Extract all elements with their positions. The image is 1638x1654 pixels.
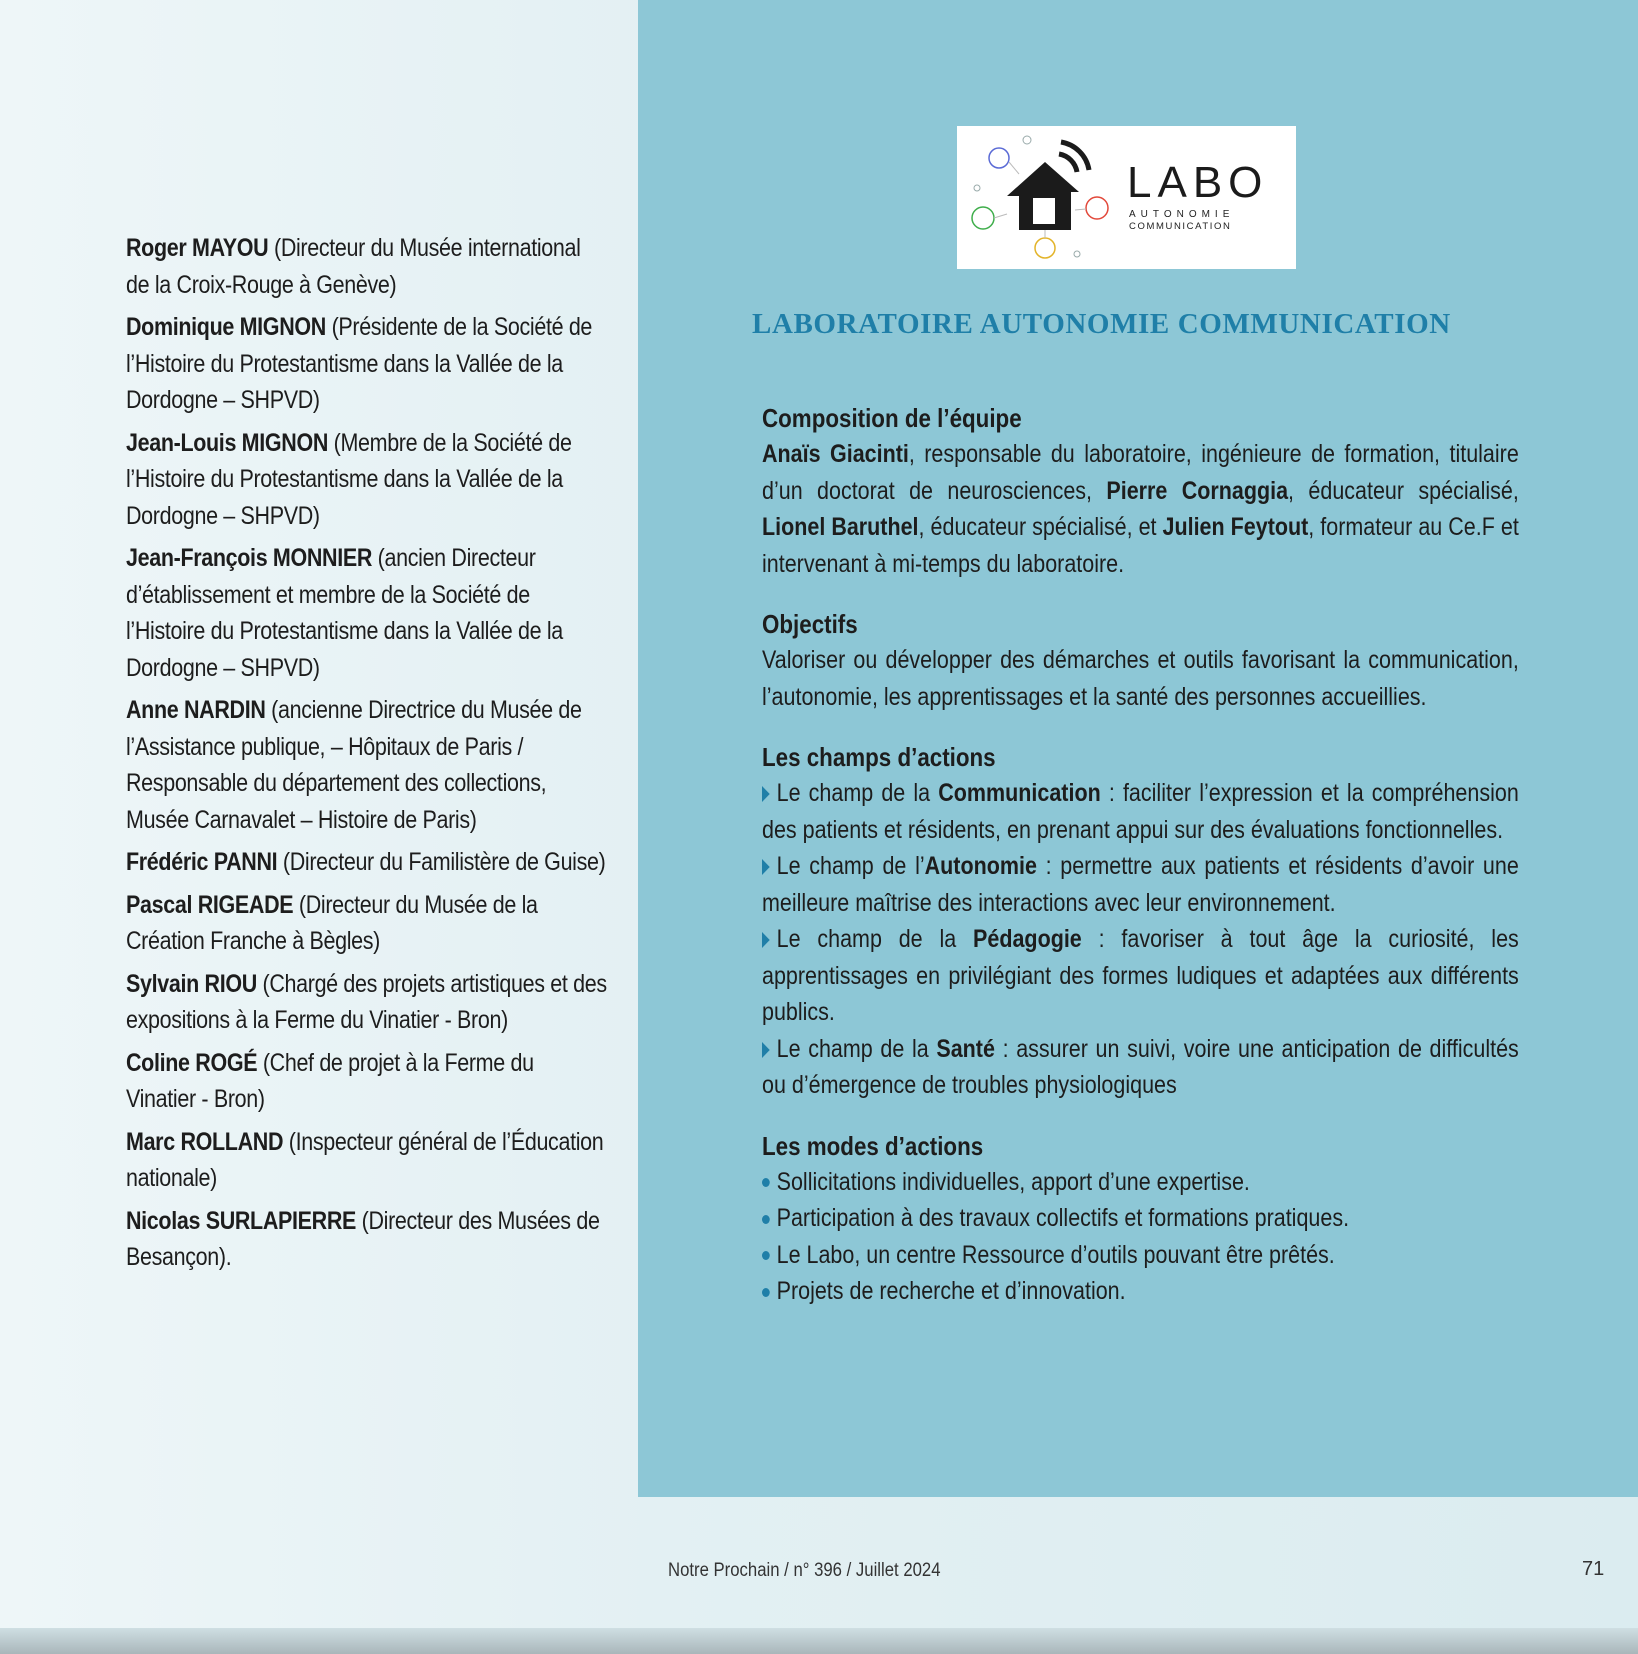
logo-wordmark: LABO: [1127, 158, 1269, 207]
member-description: (Directeur des Musées de Besançon).: [126, 1206, 600, 1271]
member-entry: [126, 887, 608, 960]
member-description: (ancien Directeur d’établissement et membre de la Société de l’Histoire du Protestantisme dans la Vallée de la Dordogne – SHPVD): [126, 544, 563, 682]
objectifs-section: [762, 606, 1519, 715]
member-name: Nicolas SURLAPIERRE: [126, 1206, 357, 1235]
logo-subtitle-2: COMMUNICATION: [1129, 221, 1232, 232]
mode-text: Le Labo, un centre Ressource d’outils pouvant être prêtés.: [776, 1240, 1335, 1269]
member-entry: [126, 425, 608, 535]
dot-bullet-icon: [762, 1215, 770, 1224]
mode-item: [762, 1164, 1519, 1201]
member-name: Frédéric PANNI: [126, 848, 278, 876]
champ-text: : assurer un suivi, voire une anticipation de difficultés ou d’émergence de troubles physiologiques: [762, 1034, 1519, 1099]
team-member-role: , responsable du laboratoire, ingénieure de formation, titulaire d’un doctorat de neurosciences,: [762, 440, 1519, 505]
mode-text: Participation à des travaux collectifs et formations pratiques.: [776, 1204, 1350, 1232]
member-name: Anne NARDIN: [126, 696, 266, 724]
member-description: (Chef de projet à la Ferme du Vinatier - Bron): [126, 1048, 534, 1113]
champs-section: [762, 739, 1519, 1104]
member-name: Jean-François MONNIER: [126, 544, 373, 572]
mode-text: Projets de recherche et d’innovation.: [776, 1277, 1126, 1305]
champ-item: [762, 1031, 1519, 1104]
champ-text: : permettre aux patients et résidents d’avoir une meilleure maîtrise des interactions avec leur environnement.: [762, 852, 1519, 917]
member-entry: [126, 844, 608, 881]
team-member-role: , formateur au Ce.F et intervenant à mi-temps du laboratoire.: [762, 513, 1519, 578]
labo-logo: [957, 126, 1296, 269]
composition-text: [762, 436, 1519, 582]
modes-section: [762, 1128, 1519, 1310]
member-entry: [126, 1045, 608, 1118]
member-entry: [126, 540, 608, 686]
triangle-bullet-icon: [762, 859, 770, 875]
member-entry: [126, 966, 608, 1039]
member-name: Pascal RIGEADE: [126, 890, 294, 919]
mode-item: [762, 1200, 1519, 1237]
champ-keyword: Pédagogie: [973, 925, 1082, 953]
page-number: 71: [1582, 1558, 1605, 1580]
member-name: Coline ROGÉ: [126, 1048, 258, 1077]
champ-keyword: Autonomie: [924, 852, 1037, 880]
member-name: Roger MAYOU: [126, 234, 269, 262]
home-wifi-icon: [957, 126, 1127, 269]
composition-section: [762, 400, 1519, 582]
member-description: (Présidente de la Société de l’Histoire du Protestantisme dans la Vallée de la Dordogne – SHPVD): [126, 313, 593, 414]
dot-bullet-icon: [762, 1251, 770, 1260]
champs-heading: Les champs d’actions: [762, 742, 996, 772]
member-description: (Directeur du Musée international de la Croix-Rouge à Genève): [126, 234, 581, 299]
member-description: (Inspecteur général de l’Éducation nationale): [126, 1127, 604, 1192]
champ-prefix: Le champ de l’: [776, 852, 925, 880]
modes-heading: Les modes d’actions: [762, 1130, 984, 1161]
composition-heading: Composition de l’équipe: [762, 403, 1022, 433]
team-member-name: Lionel Baruthel: [762, 513, 919, 541]
team-member-name: Pierre Cornaggia: [1106, 476, 1289, 505]
triangle-bullet-icon: [762, 786, 770, 802]
champ-item: [762, 848, 1519, 921]
team-member-name: Anaïs Giacinti: [762, 440, 909, 468]
triangle-bullet-icon: [762, 932, 770, 948]
champ-keyword: Communication: [938, 779, 1101, 807]
mode-item: [762, 1273, 1519, 1310]
champ-item: [762, 775, 1519, 848]
member-entry: [126, 692, 608, 838]
champ-text: : favoriser à tout âge la curiosité, les apprentissages en privilégiant des formes ludiques et adaptées aux différents publics.: [762, 925, 1519, 1026]
member-description: (Chargé des projets artistiques et des expositions à la Ferme du Vinatier - Bron): [126, 969, 607, 1034]
dot-bullet-icon: [762, 1178, 770, 1187]
team-member-name: Julien Feytout: [1162, 513, 1309, 541]
triangle-bullet-icon: [762, 1042, 770, 1058]
member-entry: [126, 1203, 608, 1276]
member-description: (Directeur du Familistère de Guise): [277, 848, 606, 876]
page-edge-shadow: [0, 1628, 1638, 1654]
member-entry: [126, 309, 608, 419]
mode-text: Sollicitations individuelles, apport d’une expertise.: [776, 1167, 1250, 1196]
logo-subtitle-1: AUTONOMIE: [1129, 209, 1235, 220]
team-member-role: , éducateur spécialisé, et: [918, 513, 1163, 541]
dot-bullet-icon: [762, 1288, 770, 1297]
objectifs-heading: Objectifs: [762, 609, 858, 639]
member-entry: [126, 230, 608, 303]
member-name: Sylvain RIOU: [126, 969, 257, 998]
champ-prefix: Le champ de la: [776, 925, 974, 953]
member-name: Jean-Louis MIGNON: [126, 428, 329, 457]
publication-footer: Notre Prochain / n° 396 / Juillet 2024: [668, 1560, 941, 1581]
objectifs-text: Valoriser ou développer des démarches et outils favorisant la communication, l’autonomie, les apprentissages et la santé des personnes accueillies.: [762, 646, 1519, 711]
champ-keyword: Santé: [936, 1034, 995, 1063]
team-member-role: , éducateur spécialisé,: [1288, 476, 1519, 505]
member-name: Marc ROLLAND: [126, 1127, 284, 1156]
section-title: LABORATOIRE AUTONOMIE COMMUNICATION: [752, 308, 1451, 340]
committee-members-list: [126, 230, 606, 1282]
member-description: (ancienne Directrice du Musée de l’Assistance publique, – Hôpitaux de Paris / Responsable du département des collections, Musée Carnavalet – Histoire de Paris): [126, 696, 582, 834]
member-entry: [126, 1124, 608, 1197]
member-name: Dominique MIGNON: [126, 313, 326, 341]
champ-prefix: Le champ de la: [776, 1034, 937, 1063]
champ-text: : faciliter l’expression et la compréhension des patients et résidents, en prenant appui sur des évaluations fonctionnelles.: [762, 779, 1519, 844]
champ-prefix: Le champ de la: [776, 779, 939, 807]
member-description: (Directeur du Musée de la Création Franche à Bègles): [126, 890, 538, 955]
mode-item: [762, 1237, 1519, 1274]
champ-item: [762, 921, 1519, 1031]
member-description: (Membre de la Société de l’Histoire du Protestantisme dans la Vallée de la Dordogne – SHPVD): [126, 428, 572, 530]
lab-description: [762, 400, 1519, 1334]
